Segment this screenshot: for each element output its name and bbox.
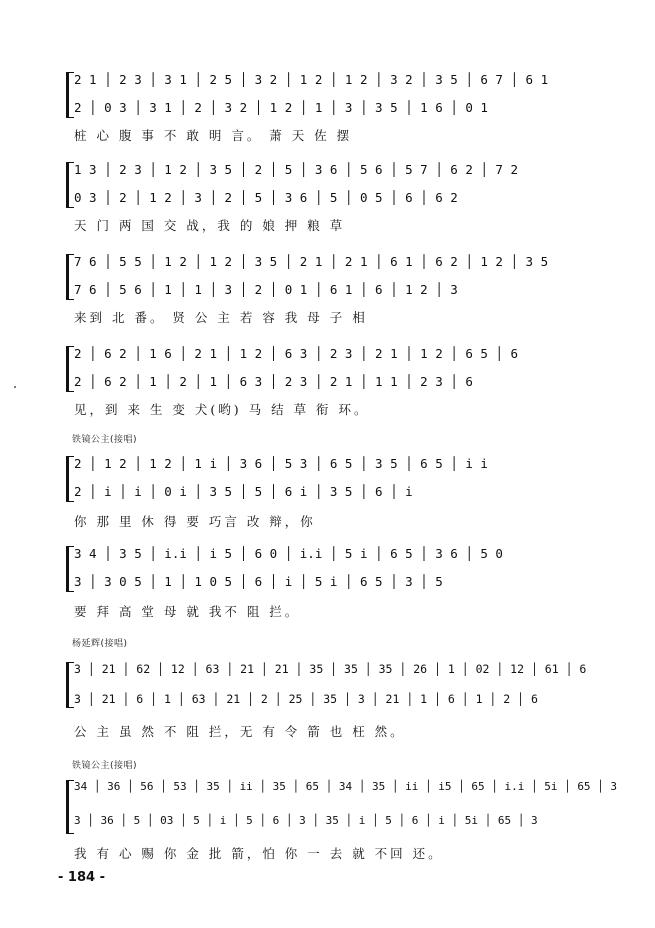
speaker-label: 杨延辉(接唱)	[72, 639, 128, 649]
lower-notes: 3 │ 36 │ 5 │ 03 │ 5 │ i │ 5 │ 6 │ 3 │ 35 │ i │ 5 │ 6 │ i │ 5i │ 65 │ 3	[74, 814, 538, 827]
lyrics-line: 天 门 两 国 交 战，我 的 娘 押 粮 草	[74, 218, 346, 233]
lower-notes: 2 │ 0 3 │ 3 1 │ 2 │ 3 2 │ 1 2 │ 1 │ 3 │ 3 5 │ 1 6 │ 0 1	[74, 100, 488, 115]
upper-notes: 2 │ 6 2 │ 1 6 │ 2 1 │ 1 2 │ 6 3 │ 2 3 │ 2 1 │ 1 2 │ 6 5 │ 6	[74, 346, 519, 361]
lower-staff	[74, 282, 634, 304]
speaker-label: 铁镜公主(接唱)	[72, 761, 138, 771]
speaker-label: 铁镜公主(接唱)	[72, 435, 138, 445]
lyrics-line: 我 有 心 赐 你 金 批 箭，怕 你 一 去 就 不回 还。	[74, 846, 444, 861]
upper-staff	[74, 456, 634, 478]
lower-staff	[74, 574, 634, 596]
page-number: - 184 -	[58, 870, 105, 885]
lower-notes: 0 3 │ 2 │ 1 2 │ 3 │ 2 │ 5 │ 3 6 │ 5 │ 0 5 │ 6 │ 6 2	[74, 190, 458, 205]
system-bracket	[66, 162, 74, 208]
lyrics-line: 桩 心 腹 事 不 敢 明 言。 萧 天 佐 摆	[74, 128, 353, 143]
upper-staff	[74, 254, 634, 276]
upper-staff	[74, 162, 634, 184]
upper-notes: 3 4 │ 3 5 │ i.i │ i 5 │ 6 0 │ i.i │ 5 i │ 6 5 │ 3 6 │ 5 0	[74, 546, 503, 561]
lyrics-line: 见，到 来 生 变 犬(哟) 马 结 草 衔 环。	[74, 402, 370, 417]
lower-notes: 3 │ 3 0 5 │ 1 │ 1 0 5 │ 6 │ i │ 5 i │ 6 5 │ 3 │ 5	[74, 574, 443, 589]
lower-notes: 2 │ i │ i │ 0 i │ 3 5 │ 5 │ 6 i │ 3 5 │ 6 │ i	[74, 484, 413, 499]
lower-notes: 3 │ 21 │ 6 │ 1 │ 63 │ 21 │ 2 │ 25 │ 35 │ 3 │ 21 │ 1 │ 6 │ 1 │ 2 │ 6	[74, 692, 538, 706]
upper-notes: 2 1 │ 2 3 │ 3 1 │ 2 5 │ 3 2 │ 1 2 │ 1 2 │ 3 2 │ 3 5 │ 6 7 │ 6 1	[74, 72, 549, 87]
lower-notes: 7 6 │ 5 6 │ 1 │ 1 │ 3 │ 2 │ 0 1 │ 6 1 │ 6 │ 1 2 │ 3	[74, 282, 458, 297]
margin-mark	[14, 386, 16, 388]
system-bracket	[66, 546, 74, 592]
upper-notes: 3 │ 21 │ 62 │ 12 │ 63 │ 21 │ 21 │ 35 │ 35 │ 35 │ 26 │ 1 │ 02 │ 12 │ 61 │ 6	[74, 662, 587, 676]
lower-staff	[74, 190, 634, 212]
system-bracket	[66, 456, 74, 502]
upper-notes: 2 │ 1 2 │ 1 2 │ 1 i │ 3 6 │ 5 3 │ 6 5 │ 3 5 │ 6 5 │ i i	[74, 456, 488, 471]
upper-notes: 1 3 │ 2 3 │ 1 2 │ 3 5 │ 2 │ 5 │ 3 6 │ 5 6 │ 5 7 │ 6 2 │ 7 2	[74, 162, 519, 177]
system-bracket	[66, 254, 74, 300]
lyrics-line: 来到 北 番。 贤 公 主 若 容 我 母 子 相	[74, 310, 368, 325]
lower-staff	[74, 100, 634, 122]
lower-staff	[74, 484, 634, 506]
upper-staff	[74, 72, 634, 94]
system-bracket	[66, 72, 74, 118]
lyrics-line: 公 主 虽 然 不 阻 拦，无 有 令 箭 也 枉 然。	[74, 724, 406, 739]
upper-staff	[74, 346, 634, 368]
lower-staff	[74, 374, 634, 396]
upper-notes: 7 6 │ 5 5 │ 1 2 │ 1 2 │ 3 5 │ 2 1 │ 2 1 │ 6 1 │ 6 2 │ 1 2 │ 3 5	[74, 254, 549, 269]
lyrics-line: 你 那 里 休 得 要 巧言 改 辩，你	[74, 514, 316, 529]
system-bracket	[66, 780, 74, 834]
lower-staff	[74, 692, 634, 714]
upper-staff	[74, 662, 634, 684]
lyrics-line: 要 拜 高 堂 母 就 我不 阻 拦。	[74, 604, 301, 619]
lower-staff	[74, 814, 634, 836]
lower-notes: 2 │ 6 2 │ 1 │ 2 │ 1 │ 6 3 │ 2 3 │ 2 1 │ 1 1 │ 2 3 │ 6	[74, 374, 473, 389]
upper-staff	[74, 780, 634, 802]
system-bracket	[66, 346, 74, 392]
system-bracket	[66, 662, 74, 708]
upper-staff	[74, 546, 634, 568]
upper-notes: 34 │ 36 │ 56 │ 53 │ 35 │ ii │ 35 │ 65 │ 34 │ 35 │ ii │ i5 │ 65 │ i.i │ 5i │ 65 │ 3	[74, 780, 618, 793]
